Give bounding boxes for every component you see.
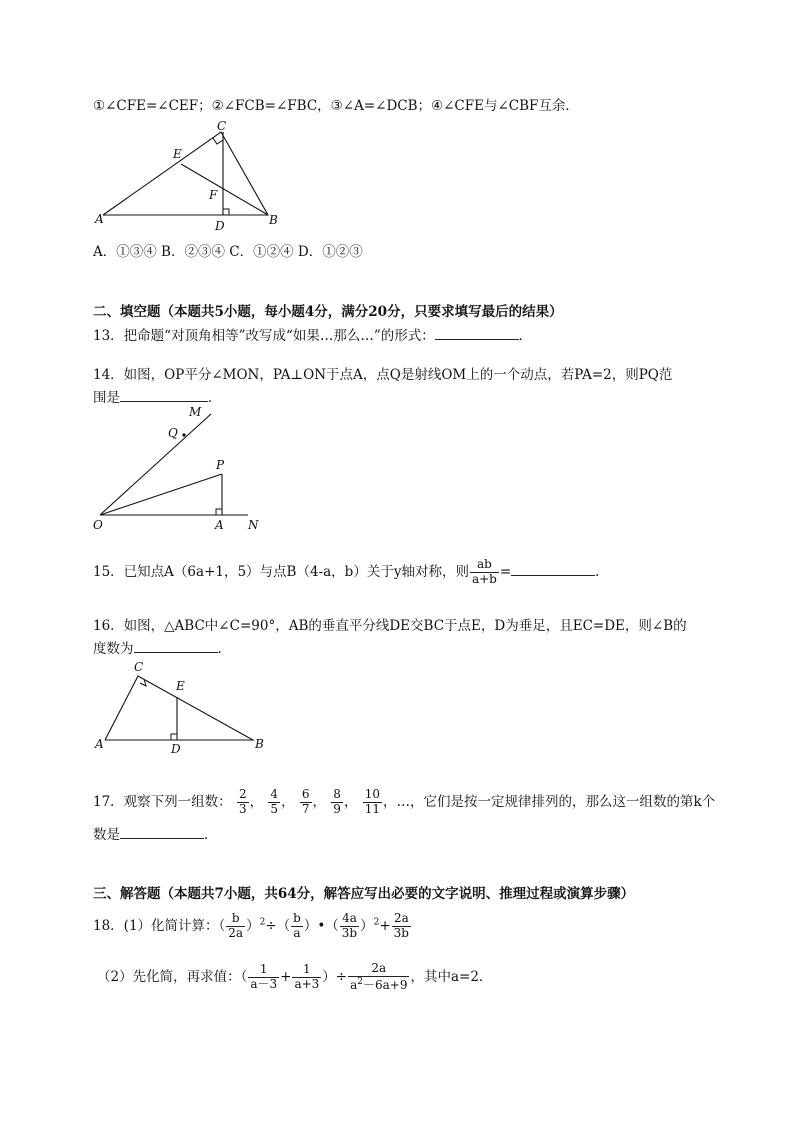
label-A: A (215, 518, 224, 532)
label-C: C (134, 660, 144, 674)
q14-line1: 14．如图，OP平分∠MON，PA⊥ON于点A，点Q是射线OM上的一个动点，若PA=2，则PQ范 (93, 367, 673, 383)
section3-heading: 三、解答题（本题共7小题，共64分，解答应写出必要的文字说明、推理过程或演算步骤） (93, 886, 635, 902)
label-A: A (95, 212, 104, 226)
q16-text: 度数为 (93, 641, 134, 657)
q18-fraction: $\frac{b}{a}$ (293, 911, 301, 940)
label-C: C (217, 119, 227, 133)
q14-answer-blank[interactable] (120, 389, 208, 402)
q15-text: 15．已知点A（6a+1，5）与点B（4-a，b）关于y轴对称，则 (93, 563, 469, 580)
q18-fraction: $\frac{b}{2a}$ (228, 911, 244, 940)
q12-figure (93, 120, 293, 235)
label-O: O (93, 518, 103, 532)
label-Q: Q (168, 426, 178, 440)
label-P: P (216, 458, 225, 472)
q17-fraction: $\frac{2}{3}$ (238, 787, 247, 816)
q13-text: 13．把命题“对顶角相等”改写成“如果…那么…”的形式： (93, 328, 435, 344)
q13 (93, 327, 532, 344)
q16-line2 (93, 640, 231, 657)
q16-line1: 16．如图，△ABC中∠C=90°，AB的垂直平分线DE交BC于点E，D为垂足，且EC=DE，则∠B的 (93, 618, 687, 634)
q14-suffix: ． (208, 390, 222, 406)
label-A: A (95, 737, 104, 751)
q17-fraction: $\frac{4}{5}$ (270, 787, 279, 816)
label-E: E (173, 147, 182, 161)
label-D: D (171, 742, 181, 756)
q18-fraction: $\frac{1}{a+3}$ (294, 962, 320, 991)
q17-line1: 17．观察下列一组数： $\frac{2}{3}$ ， $\frac{4}{5}$ ， $\frac{6}{7}$ ， $\frac{8}{9}$ ， $\frac{10}{11}$ ，…，它们是按一定规律排列的，那么这一组数的第k个 (93, 787, 716, 816)
q17-text: 17．观察下列一组数： (93, 793, 232, 810)
q17-ellipsis: …，它们是按一定规律排列的，那么这一组数的第k个 (396, 793, 716, 810)
q18-fraction: $\frac{2a}{a^2-6a+9}$ (350, 961, 408, 992)
q18-fraction: $\frac{2a}{3b}$ (393, 911, 409, 940)
q17-fraction: $\frac{10}{11}$ (364, 787, 381, 816)
label-F: F (209, 188, 218, 202)
label-B: B (255, 737, 264, 751)
q17-line2 (93, 826, 218, 843)
q17-fraction: $\frac{8}{9}$ (333, 787, 341, 816)
q16-answer-blank[interactable] (134, 640, 218, 653)
q17-answer-blank[interactable] (120, 826, 204, 839)
q16-figure (93, 656, 273, 756)
q17-suffix: ． (204, 827, 218, 843)
q15-fraction: $\frac{ab}{a+b}$ (471, 557, 497, 586)
q17-text2: 数是 (93, 827, 120, 843)
q13-suffix: ． (518, 328, 533, 344)
q18-part2: （2）先化简，再求值：（ $\frac{1}{a-3}$ + $\frac{1}{a+3}$ ）÷ $\frac{2a}{a^2-6a+9}$ ，其中a=2． (97, 961, 493, 992)
q13-answer-blank[interactable] (435, 327, 519, 340)
q12-statements: ①∠CFE=∠CEF；②∠FCB=∠FBC，③∠A=∠DCB；④∠CFE与∠CBF互余． (93, 98, 579, 114)
q14-figure (93, 402, 263, 532)
q18-part1: 18．(1）化简计算：（ $\frac{b}{2a}$ ）$^2$÷（ $\frac{b}{a}$ ）•（ $\frac{4a}{3b}$ ）$^2$+ $\frac{2a}{3b}$ (93, 911, 409, 940)
q18-fraction: $\frac{1}{a-3}$ (250, 962, 278, 991)
label-M: M (189, 405, 202, 419)
q15 (93, 558, 609, 587)
q15-answer-blank[interactable] (511, 563, 595, 576)
section2-heading: 二、填空题（本题共5小题，每小题4分，满分20分，只要求填写最后的结果） (93, 304, 563, 320)
q12-options: A．①③④ B．②③④ C．①②④ D．①②③ (93, 244, 363, 260)
q15-eq: = (499, 563, 512, 580)
label-E: E (176, 679, 185, 693)
label-N: N (248, 518, 259, 532)
q18-fraction: $\frac{4a}{3b}$ (341, 911, 358, 940)
q16-suffix: ． (217, 641, 231, 657)
label-B: B (269, 213, 278, 227)
q17-fraction: $\frac{6}{7}$ (301, 787, 310, 816)
label-D: D (215, 219, 225, 233)
q14-text: 围是 (93, 390, 120, 406)
q15-suffix: ． (595, 563, 609, 580)
